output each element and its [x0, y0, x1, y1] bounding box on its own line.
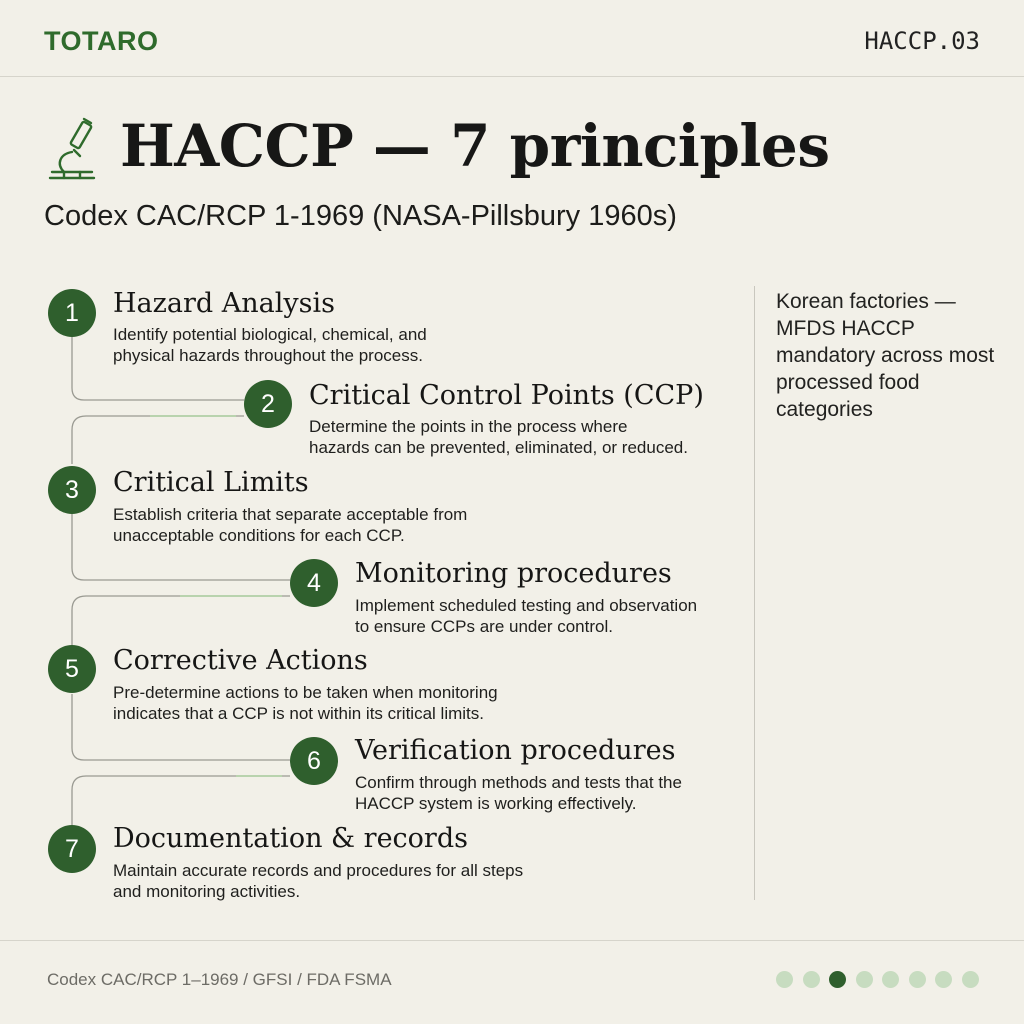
step-title: Documentation & records [113, 823, 468, 854]
step-number-badge: 3 [48, 466, 96, 514]
pagination-dot[interactable] [882, 971, 899, 988]
side-note: Korean factories — MFDS HACCP mandatory across most processed food categories [776, 290, 995, 421]
step-number-badge: 6 [290, 737, 338, 785]
pagination-dot[interactable] [803, 971, 820, 988]
pagination-dot[interactable] [962, 971, 979, 988]
step-number-badge: 7 [48, 825, 96, 873]
step-number-badge: 1 [48, 289, 96, 337]
step-number-badge: 5 [48, 645, 96, 693]
step-number-badge: 4 [290, 559, 338, 607]
step-description-line1: Identify potential biological, chemical, and [113, 325, 427, 344]
step-description-line2: unacceptable conditions for each CCP. [113, 526, 405, 545]
step-title: Critical Control Points (CCP) [309, 380, 704, 411]
step-title: Corrective Actions [113, 645, 368, 676]
page-title: HACCP — 7 principles [120, 112, 830, 180]
step-description-line1: Pre-determine actions to be taken when monitoring [113, 683, 498, 702]
step-description-line1: Establish criteria that separate acceptable from [113, 505, 468, 524]
side-divider [754, 286, 755, 900]
step-description-line1: Implement scheduled testing and observation [355, 596, 698, 615]
step-description-line2: HACCP system is working effectively. [355, 794, 637, 813]
step-description-line1: Confirm through methods and tests that the [355, 773, 682, 792]
step-number-badge: 2 [244, 380, 292, 428]
pagination-dot[interactable] [829, 971, 846, 988]
page-subtitle: Codex CAC/RCP 1-1969 (NASA-Pillsbury 1960s) [44, 200, 677, 232]
brand-logo: TOTARO [44, 26, 159, 56]
pagination-dot[interactable] [935, 971, 952, 988]
footer-sources: Codex CAC/RCP 1–1969 / GFSI / FDA FSMA [47, 970, 392, 989]
step-description-line2: hazards can be prevented, eliminated, or reduced. [309, 438, 688, 457]
step-title: Critical Limits [113, 467, 309, 498]
step-description-line2: indicates that a CCP is not within its critical limits. [113, 704, 484, 723]
step-description-line2: to ensure CCPs are under control. [355, 617, 613, 636]
step-title: Monitoring procedures [355, 558, 672, 589]
step-title: Verification procedures [355, 735, 676, 766]
step-description-line1: Determine the points in the process where [309, 417, 628, 436]
pagination-dot[interactable] [776, 971, 793, 988]
step-title: Hazard Analysis [113, 288, 335, 319]
pagination-dot[interactable] [856, 971, 873, 988]
step-description-line1: Maintain accurate records and procedures for all steps [113, 861, 524, 880]
pagination-dot[interactable] [909, 971, 926, 988]
slide-code: HACCP.03 [864, 27, 980, 55]
step-description-line2: and monitoring activities. [113, 882, 301, 901]
step-description-line2: physical hazards throughout the process. [113, 346, 423, 365]
footer-divider [0, 940, 1024, 941]
